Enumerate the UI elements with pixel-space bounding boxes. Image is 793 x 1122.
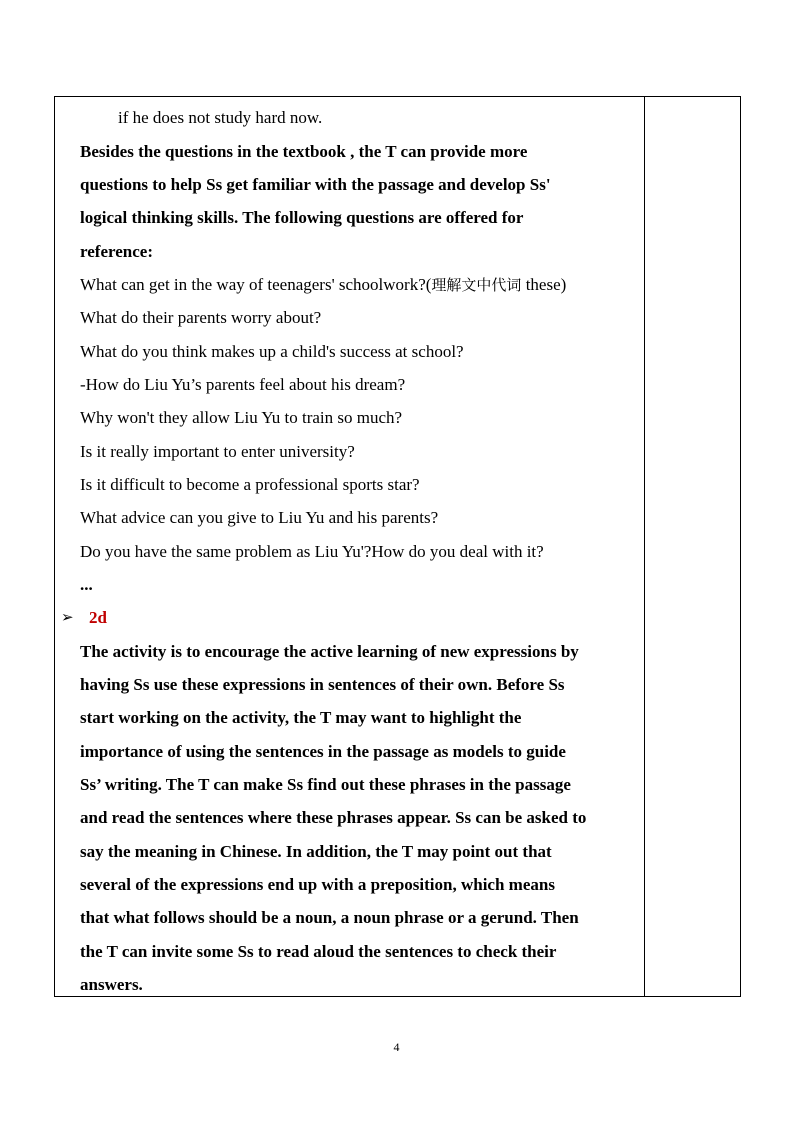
text-line: importance of using the sentences in the passage as models to guide bbox=[80, 742, 566, 761]
question-text: What can get in the way of teenagers' schoolwork?( bbox=[80, 275, 432, 294]
question-line: Do you have the same problem as Liu Yu'?How do you deal with it? bbox=[80, 542, 544, 561]
text-line: the T can invite some Ss to read aloud the sentences to check their bbox=[80, 942, 557, 961]
question-line: Is it difficult to become a professional sports star? bbox=[80, 475, 420, 494]
text-line: start working on the activity, the T may want to highlight the bbox=[80, 708, 522, 727]
question-line: -How do Liu Yu’s parents feel about his dream? bbox=[80, 375, 406, 394]
column-divider bbox=[644, 97, 645, 996]
page-number: 4 bbox=[393, 1040, 400, 1054]
text-line: questions to help Ss get familiar with the passage and develop Ss' bbox=[80, 175, 551, 194]
text-line: if he does not study hard now. bbox=[118, 108, 323, 127]
text-line: and read the sentences where these phrases appear. Ss can be asked to bbox=[80, 808, 587, 827]
question-line: What do their parents worry about? bbox=[80, 308, 322, 327]
question-line: What advice can you give to Liu Yu and his parents? bbox=[80, 508, 439, 527]
text-line: reference: bbox=[80, 242, 153, 261]
text-line: several of the expressions end up with a preposition, which means bbox=[80, 875, 555, 894]
arrow-bullet-icon: ➢ bbox=[61, 610, 74, 626]
text-line: having Ss use these expressions in sentences of their own. Before Ss bbox=[80, 675, 565, 694]
text-line: Besides the questions in the textbook , the T can provide more bbox=[80, 142, 528, 161]
text-line: Ss’ writing. The T can make Ss find out these phrases in the passage bbox=[80, 775, 571, 794]
question-line: What do you think makes up a child's success at school? bbox=[80, 342, 464, 361]
question-line: Is it really important to enter university? bbox=[80, 442, 355, 461]
ellipsis: ... bbox=[80, 575, 93, 594]
lesson-plan-table bbox=[54, 96, 741, 997]
question-line bbox=[80, 275, 566, 295]
section-heading: 2d bbox=[89, 608, 107, 627]
text-line: The activity is to encourage the active learning of new expressions by bbox=[80, 642, 579, 661]
question-line: Why won't they allow Liu Yu to train so much? bbox=[80, 408, 403, 427]
content-cell bbox=[55, 97, 644, 996]
text-line: answers. bbox=[80, 975, 143, 994]
text-line: say the meaning in Chinese. In addition, the T may point out that bbox=[80, 842, 552, 861]
text-line: logical thinking skills. The following questions are offered for bbox=[80, 208, 524, 227]
text-line: that what follows should be a noun, a noun phrase or a gerund. Then bbox=[80, 908, 579, 927]
question-text-end: these) bbox=[521, 275, 567, 294]
chinese-note: 理解文中代词 bbox=[431, 276, 522, 294]
